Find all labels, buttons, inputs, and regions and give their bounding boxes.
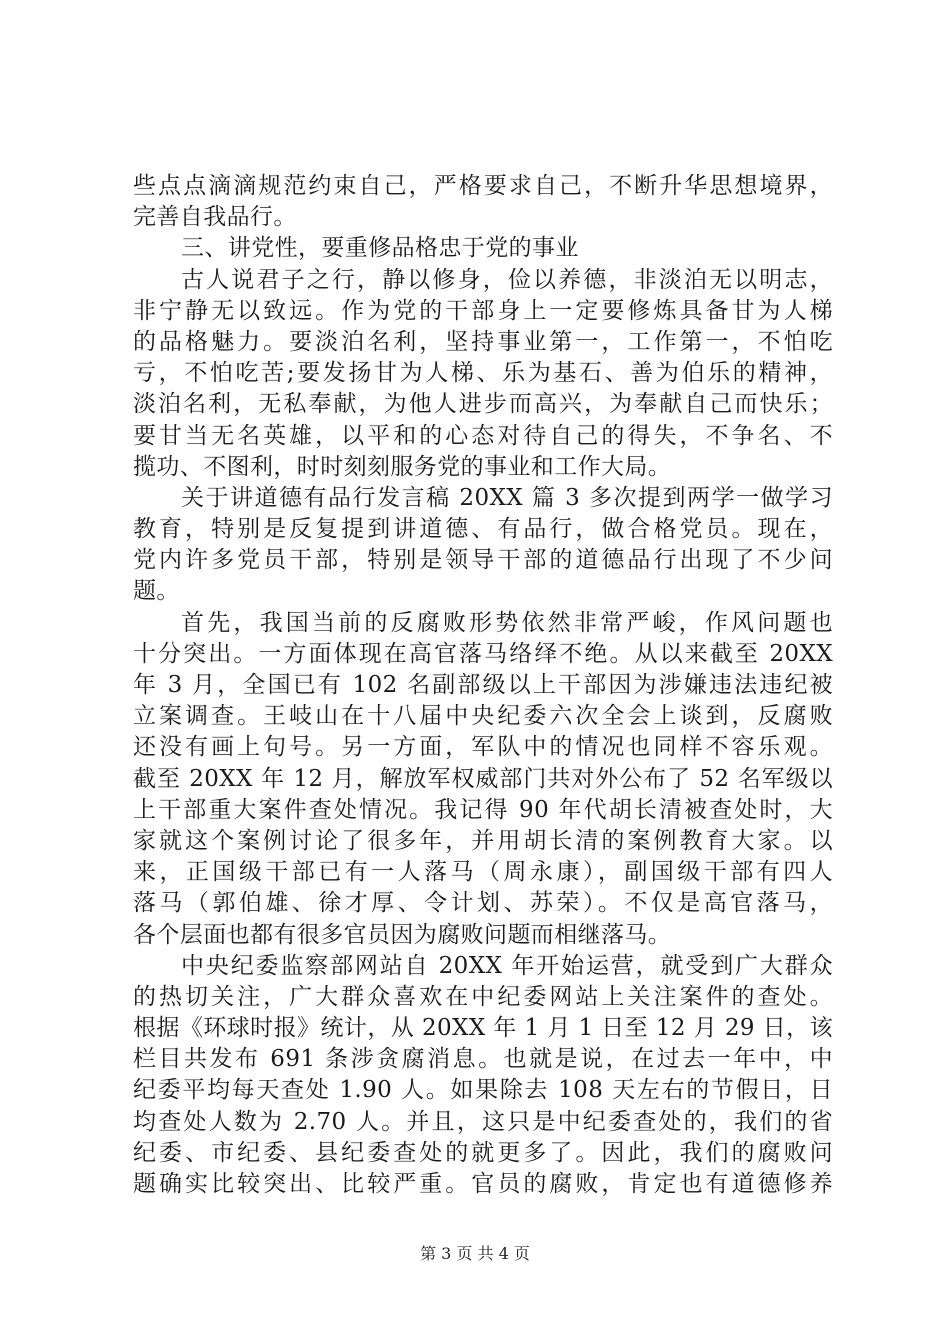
- text-line: 中央纪委监察部网站自 20XX 年开始运营，就受到广大群众: [181, 952, 833, 979]
- text-line: 各个层面也都有很多官员因为腐败问题而相继落马。: [133, 921, 672, 948]
- text-line: 上干部重大案件查处情况。我记得 90 年代胡长清被查处时，大: [133, 796, 833, 823]
- text-line: 淡泊名利，无私奉献，为他人进步而高兴，为奉献自己而快乐；: [133, 391, 833, 418]
- text-line: 古人说君子之行，静以修身，俭以养德，非淡泊无以明志，: [181, 266, 833, 293]
- text-line: 的热切关注，广大群众喜欢在中纪委网站上关注案件的查处。: [133, 983, 833, 1010]
- text-line: 亏，不怕吃苦;要发扬甘为人梯、乐为基石、善为伯乐的精神，: [133, 360, 833, 387]
- text-line: 三、讲党性，要重修品格忠于党的事业: [181, 235, 579, 262]
- text-line: 首先，我国当前的反腐败形势依然非常严峻，作风问题也: [181, 609, 833, 636]
- text-line: 完善自我品行。: [133, 204, 297, 231]
- page-footer: 第 3 页 共 4 页: [420, 1244, 530, 1263]
- text-line: 要甘当无名英雄，以平和的心态对待自己的得失，不争名、不: [133, 422, 833, 449]
- text-line: 非宁静无以致远。作为党的干部身上一定要修炼具备甘为人梯: [133, 297, 833, 324]
- text-line: 关于讲道德有品行发言稿 20XX 篇 3 多次提到两学一做学习: [181, 484, 833, 511]
- text-line: 立案调查。王岐山在十八届中央纪委六次全会上谈到，反腐败: [133, 703, 833, 730]
- text-line: 来，正国级干部已有一人落马（周永康），副国级干部有四人: [133, 859, 833, 886]
- text-line: 均查处人数为 2.70 人。并且，这只是中纪委查处的，我们的省: [133, 1108, 833, 1135]
- text-line: 些点点滴滴规范约束自己，严格要求自己，不断升华思想境界，: [133, 173, 833, 199]
- text-line: 家就这个案例讨论了很多年，并用胡长清的案例教育大家。以: [133, 827, 833, 854]
- text-line: 还没有画上句号。另一方面，军队中的情况也同样不容乐观。: [133, 734, 833, 761]
- text-line: 的品格魅力。要淡泊名利，坚持事业第一，工作第一，不怕吃: [133, 328, 833, 355]
- text-line: 党内许多党员干部，特别是领导干部的道德品行出现了不少问: [133, 547, 833, 574]
- text-line: 栏目共发布 691 条涉贪腐消息。也就是说，在过去一年中，中: [133, 1046, 833, 1073]
- text-line: 纪委平均每天查处 1.90 人。如果除去 108 天左右的节假日，日: [133, 1077, 833, 1104]
- text-line: 年 3 月，全国已有 102 名副部级以上干部因为涉嫌违法违纪被: [133, 672, 833, 698]
- document-body: [133, 171, 833, 1200]
- text-line: 题。: [133, 578, 180, 605]
- text-line: 揽功、不图利，时时刻刻服务党的事业和工作大局。: [133, 453, 672, 480]
- text-line: 纪委、市纪委、县纪委查处的就更多了。因此，我们的腐败问: [133, 1139, 833, 1166]
- text-line: 题确实比较突出、比较严重。官员的腐败，肯定也有道德修养: [133, 1171, 833, 1197]
- text-line: 落马（郭伯雄、徐才厚、令计划、苏荣）。不仅是高官落马，: [133, 890, 833, 917]
- text-line: 根据《环球时报》统计，从 20XX 年 1 月 1 日至 12 月 29 日，该: [133, 1015, 833, 1042]
- text-line: 教育，特别是反复提到讲道德、有品行，做合格党员。现在，: [133, 516, 833, 543]
- text-line: 截至 20XX 年 12 月，解放军权威部门共对外公布了 52 名军级以: [133, 765, 833, 792]
- text-line: 十分突出。一方面体现在高官落马络绎不绝。从以来截至 20XX: [133, 640, 833, 667]
